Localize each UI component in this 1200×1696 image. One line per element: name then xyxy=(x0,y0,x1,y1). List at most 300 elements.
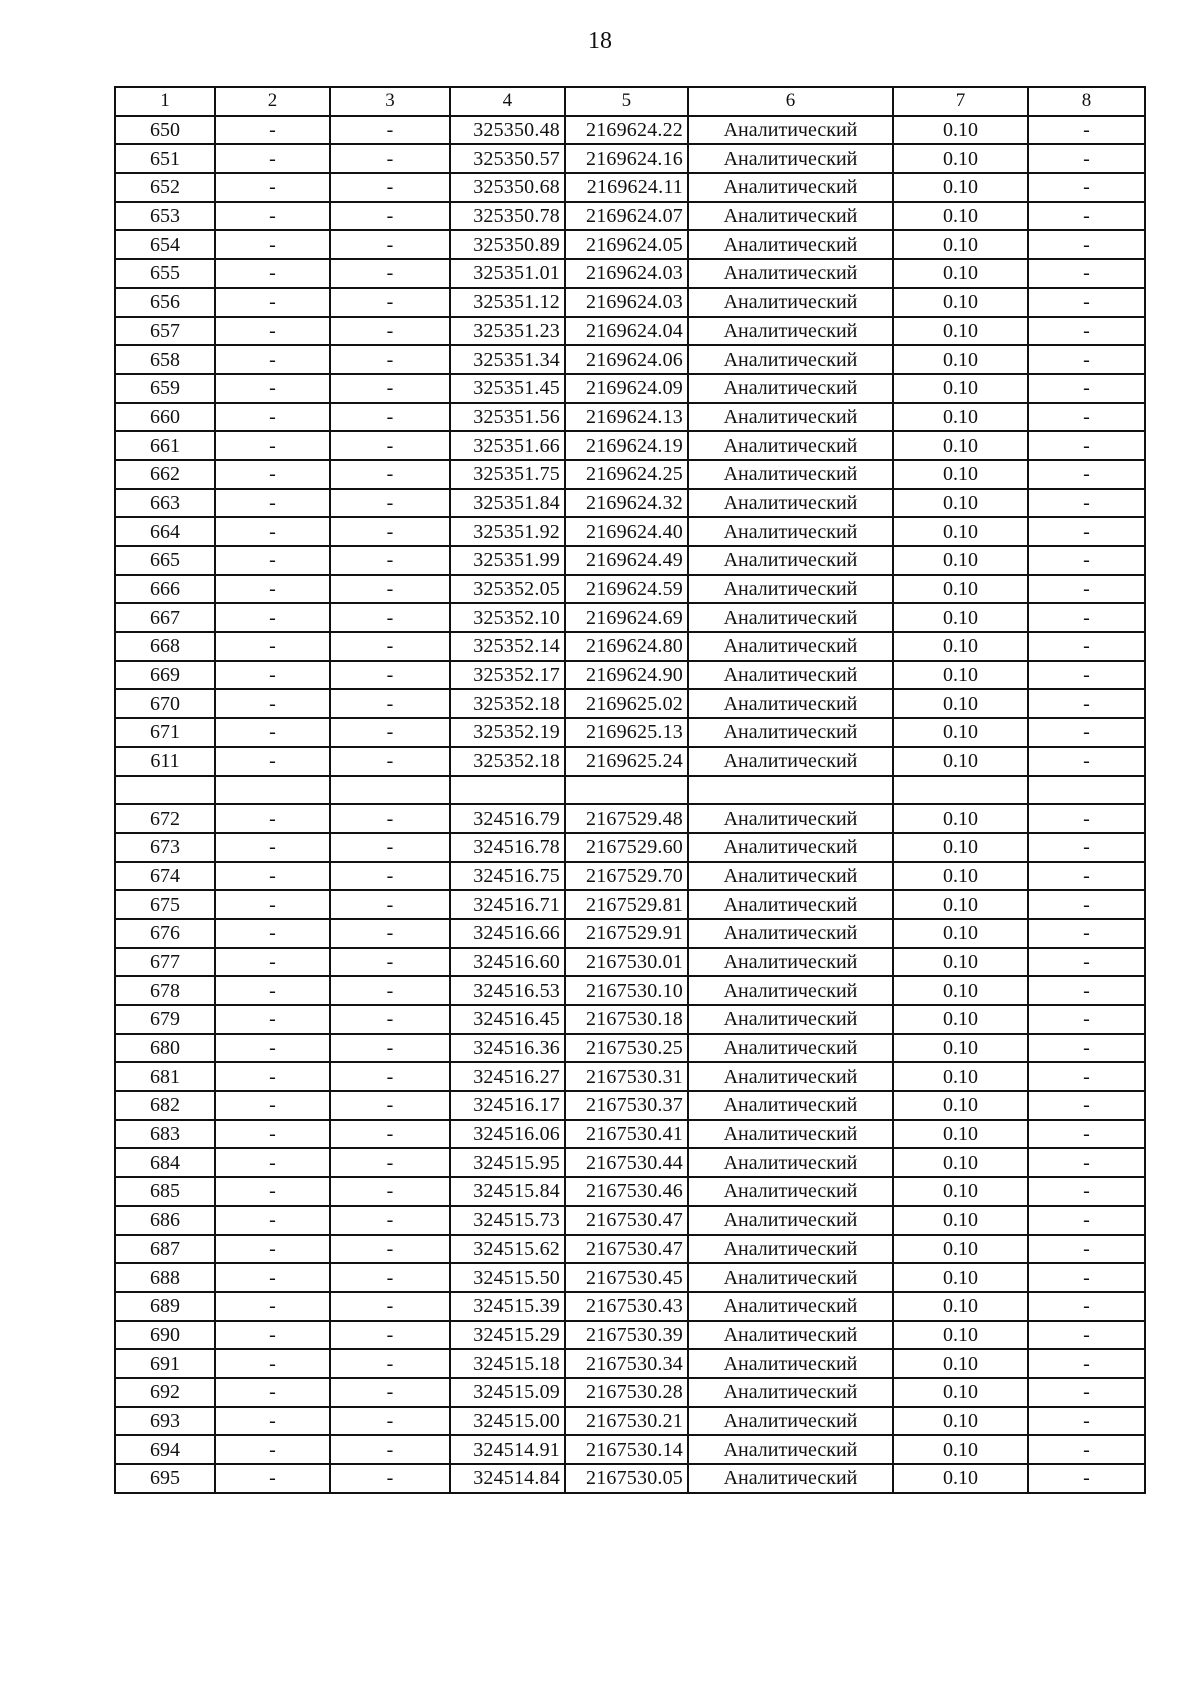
cell-col-8: - xyxy=(1028,833,1145,862)
cell-point-number: 662 xyxy=(115,460,215,489)
cell-point-number: 684 xyxy=(115,1148,215,1177)
cell-accuracy: 0.10 xyxy=(893,1407,1028,1436)
cell-col-8: - xyxy=(1028,948,1145,977)
cell-col-2: - xyxy=(215,230,330,259)
cell-accuracy: 0.10 xyxy=(893,1292,1028,1321)
cell-method: Аналитический xyxy=(688,173,893,202)
cell-accuracy: 0.10 xyxy=(893,833,1028,862)
cell-col-3: - xyxy=(330,1206,450,1235)
cell-coord-x: 325351.01 xyxy=(450,259,565,288)
header-cell-coord-x: 4 xyxy=(450,87,565,116)
cell-point-number: 682 xyxy=(115,1091,215,1120)
cell-col-2: - xyxy=(215,1034,330,1063)
cell-col-3: - xyxy=(330,747,450,776)
cell-accuracy: 0.10 xyxy=(893,1349,1028,1378)
cell-point-number: 657 xyxy=(115,317,215,346)
cell-point-number: 658 xyxy=(115,345,215,374)
cell-col-3: - xyxy=(330,976,450,1005)
cell-method: Аналитический xyxy=(688,317,893,346)
cell-coord-y: 2167530.47 xyxy=(565,1235,688,1264)
cell-col-3: - xyxy=(330,259,450,288)
cell-coord-y: 2167530.44 xyxy=(565,1148,688,1177)
cell-col-2: - xyxy=(215,661,330,690)
cell-col-2: - xyxy=(215,403,330,432)
cell-col-3: - xyxy=(330,718,450,747)
cell-col-8: - xyxy=(1028,1062,1145,1091)
table-row xyxy=(115,1005,1145,1034)
table-row xyxy=(115,890,1145,919)
cell-col-2: - xyxy=(215,948,330,977)
cell-point-number: 652 xyxy=(115,173,215,202)
cell-col-2: - xyxy=(215,1378,330,1407)
cell-col-3: - xyxy=(330,546,450,575)
cell-coord-x: 324515.62 xyxy=(450,1235,565,1264)
cell-col-3: - xyxy=(330,632,450,661)
cell-coord-x: 325351.75 xyxy=(450,460,565,489)
cell-col-3: - xyxy=(330,1349,450,1378)
cell-col-8: - xyxy=(1028,1120,1145,1149)
table-row xyxy=(115,1349,1145,1378)
table-row xyxy=(115,345,1145,374)
cell-method: Аналитический xyxy=(688,833,893,862)
cell-col-8: - xyxy=(1028,489,1145,518)
cell-coord-y: 2169625.02 xyxy=(565,689,688,718)
cell-col-3: - xyxy=(330,288,450,317)
cell-coord-y: 2169624.19 xyxy=(565,431,688,460)
cell-col-2: - xyxy=(215,1120,330,1149)
cell-col-8: - xyxy=(1028,431,1145,460)
table-row xyxy=(115,1148,1145,1177)
cell-point-number: 667 xyxy=(115,603,215,632)
cell-accuracy: 0.10 xyxy=(893,1034,1028,1063)
table-row xyxy=(115,144,1145,173)
cell-point-number: 678 xyxy=(115,976,215,1005)
cell-point-number: 675 xyxy=(115,890,215,919)
cell-coord-y: 2167530.34 xyxy=(565,1349,688,1378)
cell-col-3: - xyxy=(330,689,450,718)
page-number: 18 xyxy=(588,28,612,54)
cell-col-8: - xyxy=(1028,230,1145,259)
cell-col-2: - xyxy=(215,862,330,891)
cell-col-8: - xyxy=(1028,1349,1145,1378)
cell-point-number: 676 xyxy=(115,919,215,948)
cell-point-number: 689 xyxy=(115,1292,215,1321)
cell-accuracy: 0.10 xyxy=(893,603,1028,632)
cell-coord-y: 2169624.07 xyxy=(565,202,688,231)
cell-col-3: - xyxy=(330,317,450,346)
cell-method: Аналитический xyxy=(688,689,893,718)
cell-coord-x: 324516.79 xyxy=(450,804,565,833)
cell-col-3: - xyxy=(330,833,450,862)
cell-col-2: - xyxy=(215,603,330,632)
cell-point-number: 611 xyxy=(115,747,215,776)
cell-col-3: - xyxy=(330,890,450,919)
cell-point-number: 668 xyxy=(115,632,215,661)
cell-coord-y: 2169624.11 xyxy=(565,173,688,202)
cell-point-number: 692 xyxy=(115,1378,215,1407)
cell-col-8: - xyxy=(1028,718,1145,747)
cell-coord-y: 2167529.70 xyxy=(565,862,688,891)
cell-coord-y: 2167529.91 xyxy=(565,919,688,948)
cell-col-2: - xyxy=(215,173,330,202)
cell-col-2: - xyxy=(215,1263,330,1292)
cell-accuracy: 0.10 xyxy=(893,374,1028,403)
cell-coord-x: 324516.75 xyxy=(450,862,565,891)
cell-coord-y: 2169624.69 xyxy=(565,603,688,632)
cell-col-2: - xyxy=(215,689,330,718)
cell-accuracy: 0.10 xyxy=(893,919,1028,948)
cell-coord-y: 2169624.05 xyxy=(565,230,688,259)
cell-coord-y: 2167530.31 xyxy=(565,1062,688,1091)
cell-point-number: 686 xyxy=(115,1206,215,1235)
cell-col-3: - xyxy=(330,202,450,231)
cell-col-3: - xyxy=(330,517,450,546)
cell-col-3: - xyxy=(330,1263,450,1292)
cell-col-2: - xyxy=(215,890,330,919)
cell-coord-x: 325351.45 xyxy=(450,374,565,403)
cell-method: Аналитический xyxy=(688,804,893,833)
cell-method xyxy=(688,776,893,805)
cell-col-8: - xyxy=(1028,116,1145,145)
cell-method: Аналитический xyxy=(688,1464,893,1493)
table-row xyxy=(115,1062,1145,1091)
cell-point-number: 690 xyxy=(115,1321,215,1350)
table-row xyxy=(115,1235,1145,1264)
cell-coord-x: 325351.66 xyxy=(450,431,565,460)
table-row xyxy=(115,1464,1145,1493)
cell-accuracy: 0.10 xyxy=(893,1321,1028,1350)
cell-coord-y: 2167529.48 xyxy=(565,804,688,833)
table-row xyxy=(115,1206,1145,1235)
table-row xyxy=(115,776,1145,805)
cell-col-8: - xyxy=(1028,1148,1145,1177)
cell-coord-y: 2169624.06 xyxy=(565,345,688,374)
cell-col-8: - xyxy=(1028,403,1145,432)
cell-col-2: - xyxy=(215,1407,330,1436)
cell-accuracy: 0.10 xyxy=(893,202,1028,231)
cell-col-8: - xyxy=(1028,144,1145,173)
cell-coord-x: 324516.45 xyxy=(450,1005,565,1034)
table-row xyxy=(115,202,1145,231)
cell-accuracy: 0.10 xyxy=(893,460,1028,489)
cell-coord-x: 324516.66 xyxy=(450,919,565,948)
table-row xyxy=(115,747,1145,776)
cell-col-3: - xyxy=(330,948,450,977)
cell-coord-y: 2167530.47 xyxy=(565,1206,688,1235)
cell-coord-x: 324514.91 xyxy=(450,1435,565,1464)
table-row xyxy=(115,259,1145,288)
cell-accuracy: 0.10 xyxy=(893,1263,1028,1292)
cell-col-8: - xyxy=(1028,575,1145,604)
cell-coord-x: 325351.56 xyxy=(450,403,565,432)
cell-coord-x: 324516.27 xyxy=(450,1062,565,1091)
cell-coord-x: 325351.34 xyxy=(450,345,565,374)
cell-accuracy: 0.10 xyxy=(893,689,1028,718)
cell-coord-x: 325352.18 xyxy=(450,747,565,776)
cell-col-3: - xyxy=(330,804,450,833)
cell-coord-x: 325352.10 xyxy=(450,603,565,632)
cell-method: Аналитический xyxy=(688,1091,893,1120)
cell-method: Аналитический xyxy=(688,1235,893,1264)
cell-coord-y: 2167530.05 xyxy=(565,1464,688,1493)
cell-col-3: - xyxy=(330,1091,450,1120)
cell-method: Аналитический xyxy=(688,1177,893,1206)
cell-col-3: - xyxy=(330,1407,450,1436)
cell-col-8: - xyxy=(1028,862,1145,891)
cell-coord-y: 2167530.14 xyxy=(565,1435,688,1464)
cell-col-8: - xyxy=(1028,374,1145,403)
cell-coord-x: 325350.78 xyxy=(450,202,565,231)
table-row xyxy=(115,976,1145,1005)
cell-point-number: 685 xyxy=(115,1177,215,1206)
cell-method: Аналитический xyxy=(688,1349,893,1378)
cell-col-8: - xyxy=(1028,1435,1145,1464)
cell-point-number: 653 xyxy=(115,202,215,231)
cell-col-8: - xyxy=(1028,1235,1145,1264)
cell-col-2: - xyxy=(215,1177,330,1206)
cell-col-8: - xyxy=(1028,1177,1145,1206)
header-cell-col-3: 3 xyxy=(330,87,450,116)
cell-coord-y: 2169624.03 xyxy=(565,259,688,288)
table-row xyxy=(115,833,1145,862)
cell-point-number xyxy=(115,776,215,805)
cell-point-number: 664 xyxy=(115,517,215,546)
cell-col-8: - xyxy=(1028,345,1145,374)
cell-coord-x: 324516.60 xyxy=(450,948,565,977)
cell-accuracy: 0.10 xyxy=(893,1464,1028,1493)
cell-accuracy: 0.10 xyxy=(893,1148,1028,1177)
cell-coord-x: 325352.17 xyxy=(450,661,565,690)
header-cell-col-8: 8 xyxy=(1028,87,1145,116)
cell-point-number: 679 xyxy=(115,1005,215,1034)
cell-coord-y: 2169624.04 xyxy=(565,317,688,346)
cell-col-3: - xyxy=(330,603,450,632)
cell-coord-x: 324515.95 xyxy=(450,1148,565,1177)
cell-point-number: 650 xyxy=(115,116,215,145)
cell-coord-y: 2167529.81 xyxy=(565,890,688,919)
cell-method: Аналитический xyxy=(688,661,893,690)
cell-accuracy: 0.10 xyxy=(893,1062,1028,1091)
cell-method: Аналитический xyxy=(688,546,893,575)
cell-method: Аналитический xyxy=(688,345,893,374)
cell-method: Аналитический xyxy=(688,460,893,489)
table-header-row xyxy=(115,87,1145,116)
cell-coord-x: 324516.71 xyxy=(450,890,565,919)
table-row xyxy=(115,431,1145,460)
cell-method: Аналитический xyxy=(688,431,893,460)
cell-point-number: 669 xyxy=(115,661,215,690)
cell-method: Аналитический xyxy=(688,1120,893,1149)
cell-col-8: - xyxy=(1028,288,1145,317)
cell-col-2: - xyxy=(215,1435,330,1464)
cell-method: Аналитический xyxy=(688,603,893,632)
cell-coord-x: 325352.18 xyxy=(450,689,565,718)
cell-coord-x: 325352.14 xyxy=(450,632,565,661)
cell-method: Аналитический xyxy=(688,976,893,1005)
cell-method: Аналитический xyxy=(688,1034,893,1063)
cell-point-number: 673 xyxy=(115,833,215,862)
cell-method: Аналитический xyxy=(688,1407,893,1436)
cell-coord-x: 325351.99 xyxy=(450,546,565,575)
cell-accuracy: 0.10 xyxy=(893,804,1028,833)
cell-point-number: 654 xyxy=(115,230,215,259)
cell-col-2: - xyxy=(215,1349,330,1378)
cell-col-2: - xyxy=(215,833,330,862)
cell-col-3: - xyxy=(330,1177,450,1206)
table-row xyxy=(115,1034,1145,1063)
cell-col-2: - xyxy=(215,1148,330,1177)
cell-accuracy: 0.10 xyxy=(893,661,1028,690)
cell-accuracy: 0.10 xyxy=(893,718,1028,747)
table-row xyxy=(115,1321,1145,1350)
cell-col-3: - xyxy=(330,919,450,948)
cell-col-8: - xyxy=(1028,976,1145,1005)
cell-method: Аналитический xyxy=(688,1378,893,1407)
cell-method: Аналитический xyxy=(688,116,893,145)
cell-col-2: - xyxy=(215,718,330,747)
cell-coord-y: 2169624.25 xyxy=(565,460,688,489)
table-row xyxy=(115,689,1145,718)
cell-col-8: - xyxy=(1028,1321,1145,1350)
cell-col-3: - xyxy=(330,1378,450,1407)
cell-col-3: - xyxy=(330,862,450,891)
table-row xyxy=(115,173,1145,202)
cell-coord-x: 325350.68 xyxy=(450,173,565,202)
cell-method: Аналитический xyxy=(688,747,893,776)
cell-coord-x: 324516.53 xyxy=(450,976,565,1005)
cell-col-2: - xyxy=(215,317,330,346)
cell-col-2: - xyxy=(215,1464,330,1493)
cell-coord-x xyxy=(450,776,565,805)
cell-col-3: - xyxy=(330,661,450,690)
table-row xyxy=(115,517,1145,546)
cell-point-number: 683 xyxy=(115,1120,215,1149)
table-row xyxy=(115,1292,1145,1321)
cell-accuracy: 0.10 xyxy=(893,1120,1028,1149)
cell-point-number: 677 xyxy=(115,948,215,977)
cell-accuracy: 0.10 xyxy=(893,489,1028,518)
table-row xyxy=(115,804,1145,833)
cell-accuracy: 0.10 xyxy=(893,1235,1028,1264)
cell-col-3: - xyxy=(330,1148,450,1177)
cell-coord-x: 324516.17 xyxy=(450,1091,565,1120)
cell-method: Аналитический xyxy=(688,144,893,173)
table-body xyxy=(115,87,1145,1493)
cell-col-2: - xyxy=(215,1005,330,1034)
cell-coord-x: 324515.29 xyxy=(450,1321,565,1350)
cell-coord-y: 2169624.13 xyxy=(565,403,688,432)
cell-method: Аналитический xyxy=(688,1321,893,1350)
table-row xyxy=(115,288,1145,317)
cell-col-8: - xyxy=(1028,632,1145,661)
cell-point-number: 674 xyxy=(115,862,215,891)
cell-point-number: 666 xyxy=(115,575,215,604)
cell-col-8: - xyxy=(1028,919,1145,948)
cell-point-number: 665 xyxy=(115,546,215,575)
cell-col-3: - xyxy=(330,230,450,259)
cell-col-2: - xyxy=(215,460,330,489)
table-row xyxy=(115,862,1145,891)
cell-coord-x: 324514.84 xyxy=(450,1464,565,1493)
cell-method: Аналитический xyxy=(688,374,893,403)
cell-accuracy: 0.10 xyxy=(893,976,1028,1005)
cell-point-number: 656 xyxy=(115,288,215,317)
cell-col-8: - xyxy=(1028,259,1145,288)
cell-point-number: 661 xyxy=(115,431,215,460)
cell-coord-x: 324515.73 xyxy=(450,1206,565,1235)
header-cell-coord-y: 5 xyxy=(565,87,688,116)
cell-method: Аналитический xyxy=(688,718,893,747)
cell-accuracy: 0.10 xyxy=(893,1378,1028,1407)
cell-point-number: 681 xyxy=(115,1062,215,1091)
cell-col-3: - xyxy=(330,1321,450,1350)
cell-accuracy: 0.10 xyxy=(893,1435,1028,1464)
table-row xyxy=(115,489,1145,518)
cell-col-3: - xyxy=(330,460,450,489)
cell-col-2: - xyxy=(215,919,330,948)
cell-col-2: - xyxy=(215,1321,330,1350)
header-cell-accuracy: 7 xyxy=(893,87,1028,116)
cell-coord-y: 2169624.90 xyxy=(565,661,688,690)
cell-method: Аналитический xyxy=(688,1435,893,1464)
cell-accuracy: 0.10 xyxy=(893,317,1028,346)
cell-col-2: - xyxy=(215,976,330,1005)
cell-method: Аналитический xyxy=(688,1005,893,1034)
cell-col-3: - xyxy=(330,116,450,145)
cell-method: Аналитический xyxy=(688,862,893,891)
cell-col-2: - xyxy=(215,517,330,546)
cell-method: Аналитический xyxy=(688,948,893,977)
table-row xyxy=(115,661,1145,690)
table-row xyxy=(115,603,1145,632)
cell-coord-y: 2169625.24 xyxy=(565,747,688,776)
cell-point-number: 670 xyxy=(115,689,215,718)
table-row xyxy=(115,230,1145,259)
cell-coord-y: 2169624.16 xyxy=(565,144,688,173)
cell-coord-y: 2167530.37 xyxy=(565,1091,688,1120)
cell-point-number: 691 xyxy=(115,1349,215,1378)
cell-coord-y: 2169624.40 xyxy=(565,517,688,546)
cell-col-8: - xyxy=(1028,1091,1145,1120)
cell-method: Аналитический xyxy=(688,575,893,604)
cell-col-8: - xyxy=(1028,890,1145,919)
cell-coord-x: 324515.18 xyxy=(450,1349,565,1378)
table-row xyxy=(115,1091,1145,1120)
cell-col-3: - xyxy=(330,431,450,460)
cell-col-2: - xyxy=(215,1091,330,1120)
cell-accuracy: 0.10 xyxy=(893,948,1028,977)
cell-method: Аналитический xyxy=(688,1062,893,1091)
cell-col-3: - xyxy=(330,173,450,202)
cell-coord-x: 325351.84 xyxy=(450,489,565,518)
cell-col-8: - xyxy=(1028,1263,1145,1292)
cell-coord-y: 2169624.03 xyxy=(565,288,688,317)
cell-col-3: - xyxy=(330,575,450,604)
cell-col-3: - xyxy=(330,144,450,173)
cell-method: Аналитический xyxy=(688,259,893,288)
cell-col-2: - xyxy=(215,804,330,833)
header-cell-col-2: 2 xyxy=(215,87,330,116)
cell-col-2: - xyxy=(215,288,330,317)
cell-coord-y: 2167529.60 xyxy=(565,833,688,862)
cell-method: Аналитический xyxy=(688,288,893,317)
cell-method: Аналитический xyxy=(688,919,893,948)
cell-coord-x: 325350.48 xyxy=(450,116,565,145)
cell-coord-y: 2169624.80 xyxy=(565,632,688,661)
cell-method: Аналитический xyxy=(688,632,893,661)
cell-coord-x: 324515.50 xyxy=(450,1263,565,1292)
cell-point-number: 672 xyxy=(115,804,215,833)
